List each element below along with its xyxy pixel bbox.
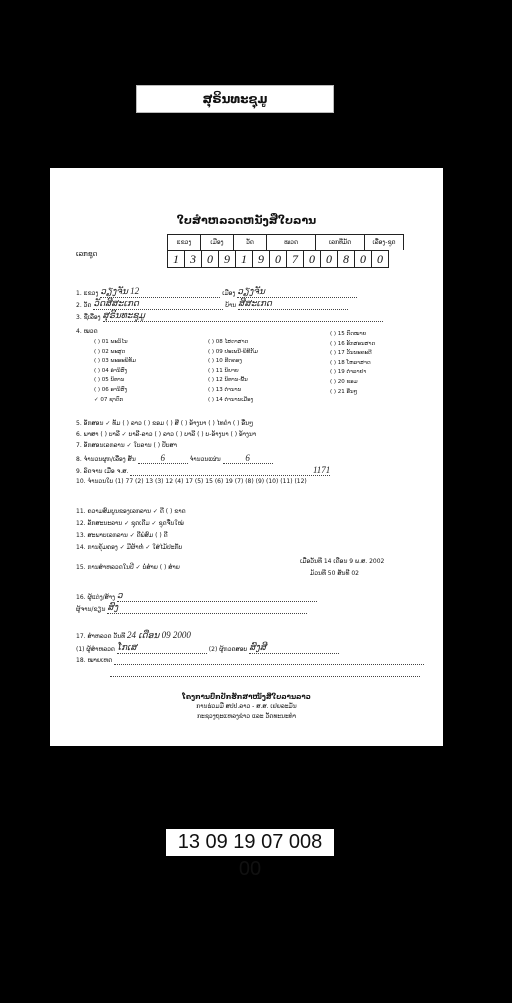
category-column-3	[330, 330, 375, 397]
survey-date-value: 24 ເດືອນ 09 2000	[127, 630, 191, 640]
code-digit: 7	[286, 250, 304, 268]
row-microfilm: 15. ການສຳຫລວດໃນປີ ✓ ບໍ່ສຳຍ ( ) ສຳຍ	[76, 564, 180, 571]
category-item[interactable]: ( ) 17 ວັນນະຄະດີ	[330, 350, 372, 357]
category-item[interactable]: ( ) 21 ອື່ນໆ	[330, 388, 358, 395]
checker-value: ສົງສີ	[249, 642, 339, 654]
category-item[interactable]: ( ) 08 ໄສດາສາດ	[208, 339, 249, 345]
code-digit: 9	[218, 250, 236, 268]
category-item[interactable]: ( ) 19 ຕຳລາຢາ	[330, 369, 367, 376]
code-header: ເມືອງ	[200, 234, 234, 250]
code-label: ເລກຊຸດ	[76, 250, 98, 258]
row-author: 16. ຜູ້ແຕ່ງ/ສ້າງ ວ	[76, 590, 317, 602]
bottom-code-label: 13 09 19 07 008 00	[166, 829, 334, 856]
code-header: ແຂວງ	[167, 234, 201, 250]
microfilm-reel: ມ້ວນທີ 50 ສັນທີ 02	[310, 570, 359, 577]
category-item[interactable]: ( ) 10 ຮີດຄອງ	[208, 358, 242, 365]
code-header: ໝວດ	[266, 234, 316, 250]
form-title: ໃບສໍາຫລວດຫນັງສືໃບລານ	[176, 214, 317, 227]
temple-label: ວັດ	[83, 302, 92, 309]
row-inscription-date: 9. ລົດຈານ ເມື່ອ ຈ.ສ. 1171	[76, 465, 331, 475]
story-title-value: ສຸຣິນທະຊຸມູ	[103, 310, 383, 322]
row-story-title: 3. ຊື່ເລື່ອງ ສຸຣິນທະຊຸມູ	[76, 310, 383, 322]
category-item[interactable]: ( ) 03 ພະອະພິທັມ	[94, 358, 136, 365]
inscription-year-value: 1171	[130, 465, 330, 476]
code-digit: 9	[252, 250, 270, 268]
leaf-count-value: 6	[223, 453, 273, 464]
survey-form-page	[50, 168, 443, 746]
code-digit: 0	[269, 250, 287, 268]
category-item[interactable]: ( ) 05 ນິທານ	[94, 377, 125, 384]
code-digit: 0	[303, 250, 321, 268]
category-item[interactable]: ✓ 07 ຊາດົກ	[94, 396, 124, 403]
footer-ministry: ກະຊວງຖະແຫລງຂ່າວ ແລະ ວັດທະນະທຳ	[197, 713, 296, 720]
category-item[interactable]: ( ) 13 ຕຳນານ	[208, 386, 242, 393]
code-digit: 0	[201, 250, 219, 268]
code-header: ເລື່ອງ-ຊຸດ	[364, 234, 404, 250]
code-digit: 3	[184, 250, 202, 268]
row-material: 7. ອັກສອນເລກລານ ✓ ໃບລານ ( ) ປັບສາ	[76, 442, 177, 449]
row-preservation: 14. ການຄຸ້ມຄອງ ✓ ມີຜ້າຫໍ່ ✓ ໃສ່ໄມ້ປະກັບ	[76, 544, 183, 551]
category-item[interactable]: ( ) 02 ພະສູດ	[94, 348, 126, 355]
scribe-value: ສົງ	[107, 602, 307, 614]
row-condition: 13. ສະພາບເລກລານ ✓ ດີພໍສົມ ( ) ດີ	[76, 532, 168, 539]
footer-cooperation: ການຮ່ວມມື ສປປ.ລາວ - ສ.ສ. ເຢຍລະມັນ	[196, 703, 297, 710]
category-item[interactable]: ( ) 01 ພະວິໄນ	[94, 339, 128, 345]
footer-project: ໂຄງການປົກປັກຮັກສາໜັງສືໃບລານລາວ	[182, 693, 311, 701]
code-digit: 1	[167, 250, 185, 268]
form-footer	[50, 692, 443, 722]
category-label: ໝວດ	[83, 328, 98, 335]
code-header: ເລກທີ່ມັດ	[315, 234, 365, 250]
row-language: 6. ພາສາ ( ) ບາລີ ✓ ບາລີ-ລາວ ( ) ລາວ ( ) ບາລີ ( ) ບ-ອ້າງນາ ( ) ອ້າງນາ	[76, 431, 257, 438]
category-item[interactable]: ( ) 18 ໂຫລາສາດ	[330, 359, 371, 366]
code-digit: 1	[235, 250, 253, 268]
top-title-label: ສຸຣິນທະຊຸມູ	[136, 85, 334, 113]
row-province: 1. ແຂວງ ວຽງຈັນ 12 ເມືອງ ວຽງຈັນ	[76, 286, 357, 298]
category-item[interactable]: ( ) 04 ອຳນິສົງ	[94, 367, 128, 374]
row-completeness: 11. ຄວາມສົມບູນຂອງເລກລານ ✓ ດີ ( ) ຂາດ	[76, 508, 186, 515]
row-survey-date: 17. ສຳຫລວດ ວັນທີ 24 ເດືອນ 09 2000	[76, 630, 191, 640]
code-header: ວັດ	[233, 234, 267, 250]
row-remarks: 18. ໝາຍເຫດ	[76, 656, 424, 665]
province-value: ວຽງຈັນ 12	[100, 286, 220, 298]
category-column-2	[208, 338, 258, 405]
category-item[interactable]: ( ) 12 ນິທານ-ພື້ນ	[208, 377, 248, 384]
row-leaf-counts: 10. ຈຳນວນໃບ (1) 77 (2) 13 (3) 12 (4) 17 (5) 15 (6) 19 (7) (8) (9) (10) (11) (12)	[76, 478, 307, 485]
category-heading: 4. ໝວດ	[76, 328, 98, 335]
district-label: ເມືອງ	[222, 290, 236, 297]
microfilm-date: ເມື່ອວັນທີ 14 ເດືອນ 9 ພ.ສ. 2002	[300, 558, 385, 565]
category-item[interactable]: ( ) 20 ຂອມ	[330, 378, 358, 385]
code-digit-grid	[167, 250, 388, 268]
row-scribe: ຜູ້ຈານ/ຂຽນ ສົງ	[76, 602, 307, 614]
village-label: ບ້ານ	[225, 302, 237, 309]
code-digit: 8	[337, 250, 355, 268]
code-headers	[167, 234, 409, 250]
category-item[interactable]: ( ) 14 ຕຳນານເມືອງ	[208, 396, 254, 403]
author-value: ວ	[117, 590, 317, 602]
code-digit: 0	[320, 250, 338, 268]
temple-value: ວັດສີສະເກດ	[93, 298, 223, 310]
code-digit: 0	[354, 250, 372, 268]
row-script: 5. ອັກສອນ ✓ ທັມ ( ) ລາວ ( ) ຂອມ ( ) ສີ ( ) ອ້າງນາ ( ) ໄທດຳ ( ) ອື່ນໆ	[76, 420, 254, 427]
row-bundle-count: 8. ຈຳນວນຜູກ/ເລື່ອງ ສັ້ນ 6 ຈຳນວນແຜ່ນ 6	[76, 453, 273, 464]
category-item[interactable]: ( ) 11 ນິຍາຍ	[208, 367, 239, 374]
row-characteristics: 12. ລັກສະນະລານ ✓ ຊຸດເດີມ ✓ ຊຸດຈື່ນໃໝ່	[76, 520, 184, 527]
story-title-label: ຊື່ເລື່ອງ	[83, 314, 101, 321]
village-value: ສີສະເກດ	[238, 298, 348, 310]
category-item[interactable]: ( ) 09 ປະເພນີ-ພິທີກັມ	[208, 348, 258, 355]
remarks-line	[110, 668, 420, 677]
category-item[interactable]: ( ) 15 ກົດໝາຍ	[330, 331, 367, 337]
category-item[interactable]: ( ) 16 ອັກສອນສາດ	[330, 340, 376, 347]
code-digit: 0	[371, 250, 389, 268]
province-label: ແຂວງ	[83, 290, 99, 297]
bundle-count-value: 6	[138, 453, 188, 464]
surveyor-value: ໂກເສ	[117, 642, 207, 654]
category-item[interactable]: ( ) 06 ອານິສົງ	[94, 386, 128, 393]
category-column-1	[94, 338, 136, 405]
district-value: ວຽງຈັນ	[237, 286, 357, 298]
row-temple: 2. ວັດ ວັດສີສະເກດ ບ້ານ ສີສະເກດ	[76, 298, 348, 310]
row-surveyors: (1) ຜູ້ສຳຫລວດ ໂກເສ (2) ຜູ້ກວດສອບ ສົງສີ	[76, 642, 339, 654]
